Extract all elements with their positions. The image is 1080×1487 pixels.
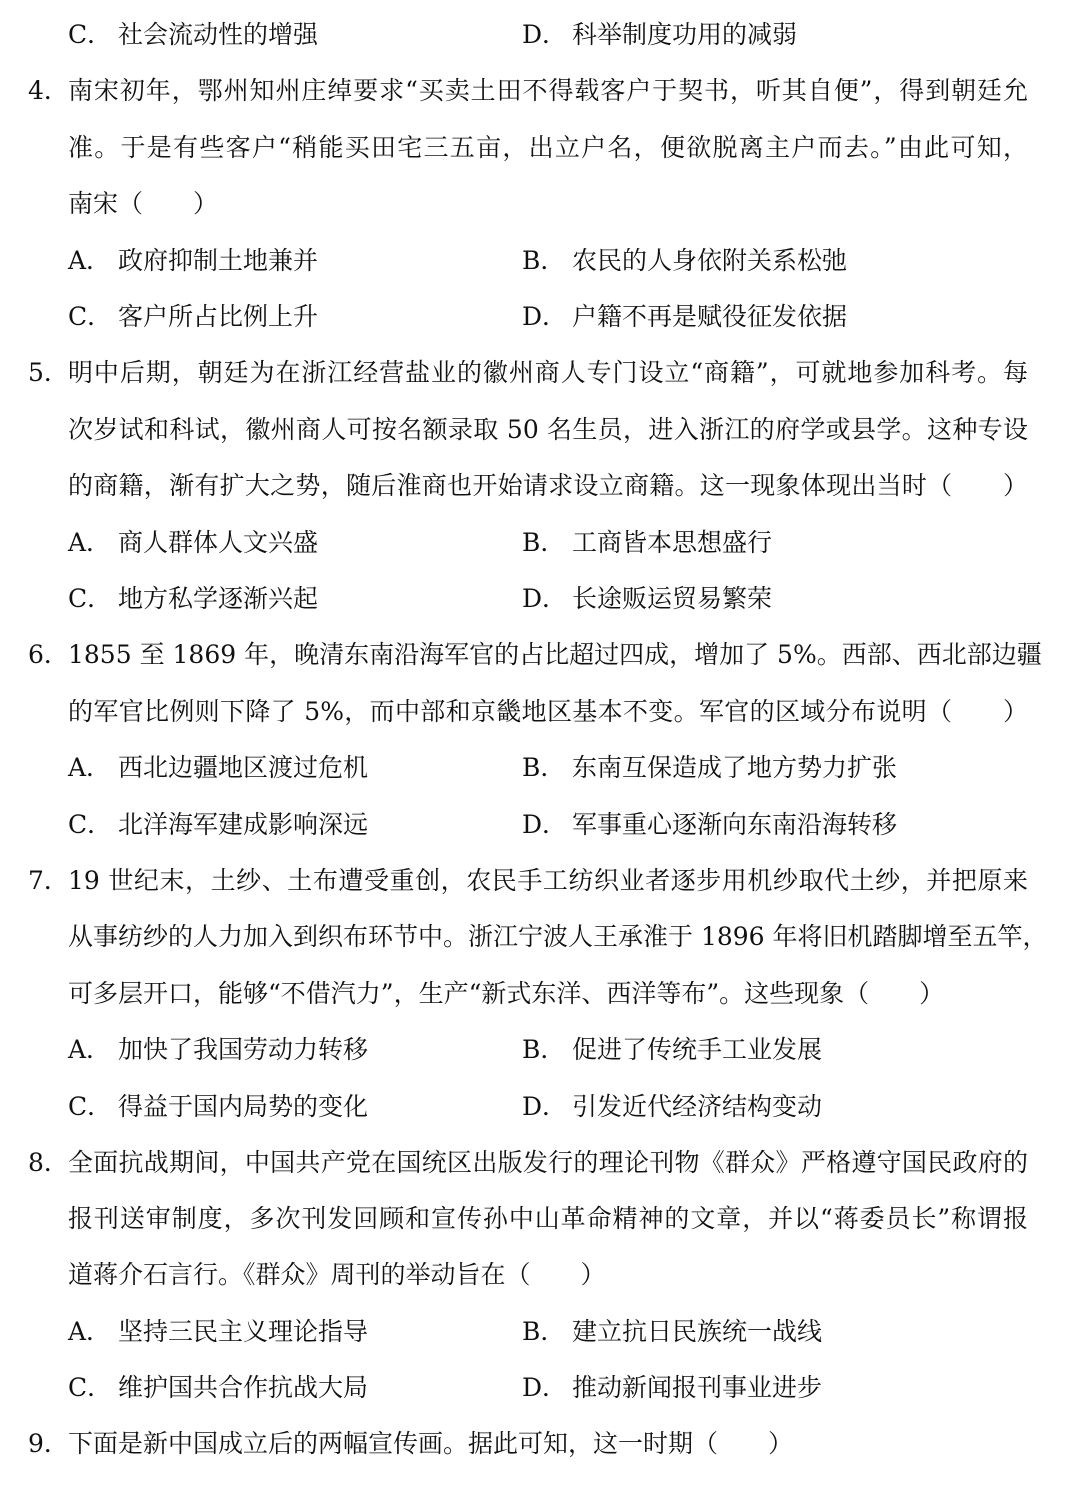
option-letter: A． xyxy=(68,753,112,782)
question-number-9: 9． xyxy=(28,1429,69,1458)
q7-stem-line-1: 19 世纪末，土纱、土布遭受重创，农民手工纺织业者逐步用机纱取代土纱，并把原来 xyxy=(68,866,1028,895)
option-text: 工商皆本思想盛行 xyxy=(572,528,773,557)
option-letter: C． xyxy=(68,302,113,331)
option-letter: B． xyxy=(522,528,566,557)
question-number-8: 8． xyxy=(28,1148,69,1177)
option-text: 坚持三民主义理论指导 xyxy=(118,1317,369,1346)
option-text: 维护国共合作抗战大局 xyxy=(118,1373,369,1402)
q8-option-d[interactable] xyxy=(522,1375,822,1400)
option-letter: B． xyxy=(522,1035,566,1064)
q3-option-c[interactable] xyxy=(68,22,318,47)
question-number-5: 5． xyxy=(28,358,69,387)
option-letter: D． xyxy=(522,20,568,49)
q7-option-b[interactable] xyxy=(522,1037,822,1062)
option-text: 政府抑制土地兼并 xyxy=(118,246,319,275)
option-text: 客户所占比例上升 xyxy=(118,302,319,331)
q4-option-a[interactable] xyxy=(68,248,318,273)
q7-option-a[interactable] xyxy=(68,1037,368,1062)
option-letter: A． xyxy=(68,528,112,557)
option-text: 加快了我国劳动力转移 xyxy=(118,1035,369,1064)
q9-stem-line-1: 下面是新中国成立后的两幅宣传画。据此可知，这一时期（ ） xyxy=(68,1429,794,1458)
q4-option-c[interactable] xyxy=(68,304,318,329)
option-letter: B． xyxy=(522,753,566,782)
q4-option-d[interactable] xyxy=(522,304,847,329)
q8-stem-line-3: 道蒋介石言行。《群众》周刊的举动旨在（ ） xyxy=(68,1260,606,1289)
q6-option-b[interactable] xyxy=(522,755,897,780)
q4-stem-line-2: 准。于是有些客户“稍能买田宅三五亩，出立户名，便欲脱离主户而去。”由此可知， xyxy=(68,133,1028,162)
question-number-7: 7． xyxy=(28,866,69,895)
option-text: 长途贩运贸易繁荣 xyxy=(572,584,773,613)
option-letter: B． xyxy=(522,1317,566,1346)
question-number-6: 6． xyxy=(28,640,69,669)
q6-option-c[interactable] xyxy=(68,812,368,837)
option-text: 北洋海军建成影响深远 xyxy=(118,810,369,839)
q8-option-c[interactable] xyxy=(68,1375,368,1400)
q5-stem-line-3: 的商籍，渐有扩大之势，随后淮商也开始请求设立商籍。这一现象体现出当时（ ） xyxy=(68,471,1028,500)
q5-option-d[interactable] xyxy=(522,586,772,611)
option-text: 户籍不再是赋役征发依据 xyxy=(572,302,848,331)
option-letter: C． xyxy=(68,584,113,613)
option-letter: C． xyxy=(68,810,113,839)
q6-option-a[interactable] xyxy=(68,755,368,780)
option-letter: D． xyxy=(522,810,568,839)
q4-option-b[interactable] xyxy=(522,248,847,273)
q5-stem-line-1: 明中后期，朝廷为在浙江经营盐业的徽州商人专门设立“商籍”，可就地参加科考。每 xyxy=(68,358,1028,387)
option-text: 建立抗日民族统一战线 xyxy=(572,1317,823,1346)
option-text: 科举制度功用的减弱 xyxy=(572,20,798,49)
q7-stem-line-2: 从事纺纱的人力加入到织布环节中。浙江宁波人王承淮于 1896 年将旧机踏脚增至五竿， xyxy=(68,922,1048,951)
option-letter: C． xyxy=(68,20,113,49)
option-letter: B． xyxy=(522,246,566,275)
option-letter: A． xyxy=(68,1317,112,1346)
option-letter: A． xyxy=(68,1035,112,1064)
option-text: 军事重心逐渐向东南沿海转移 xyxy=(572,810,898,839)
option-text: 东南互保造成了地方势力扩张 xyxy=(572,753,898,782)
q7-stem-line-3: 可多层开口，能够“不借汽力”，生产“新式东洋、西洋等布”。这些现象（ ） xyxy=(68,979,945,1008)
option-text: 引发近代经济结构变动 xyxy=(572,1092,823,1121)
option-text: 促进了传统手工业发展 xyxy=(572,1035,823,1064)
question-number-4: 4． xyxy=(28,76,69,105)
q4-stem-line-1: 南宋初年，鄂州知州庄绰要求“买卖土田不得载客户于契书，听其自便”，得到朝廷允 xyxy=(68,76,1028,105)
q8-stem-line-1: 全面抗战期间，中国共产党在国统区出版发行的理论刊物《群众》严格遵守国民政府的 xyxy=(68,1148,1028,1177)
q7-option-d[interactable] xyxy=(522,1094,822,1119)
q3-option-d[interactable] xyxy=(522,22,797,47)
q7-option-c[interactable] xyxy=(68,1094,368,1119)
option-letter: C． xyxy=(68,1092,113,1121)
option-text: 推动新闻报刊事业进步 xyxy=(572,1373,823,1402)
q5-option-a[interactable] xyxy=(68,530,318,555)
q8-option-a[interactable] xyxy=(68,1319,368,1344)
q6-stem-line-1: 1855 至 1869 年，晚清东南沿海军官的占比超过四成，增加了 5%。西部、西北部边疆 xyxy=(68,640,1042,669)
option-letter: C． xyxy=(68,1373,113,1402)
q4-stem-line-3: 南宋（ ） xyxy=(68,189,219,218)
q6-stem-line-2: 的军官比例则下降了 5%，而中部和京畿地区基本不变。军官的区域分布说明（ ） xyxy=(68,697,1028,726)
q5-option-b[interactable] xyxy=(522,530,772,555)
q8-option-b[interactable] xyxy=(522,1319,822,1344)
option-text: 西北边疆地区渡过危机 xyxy=(118,753,369,782)
option-letter: D． xyxy=(522,584,568,613)
q5-option-c[interactable] xyxy=(68,586,318,611)
option-text: 农民的人身依附关系松弛 xyxy=(572,246,848,275)
option-letter: D． xyxy=(522,1373,568,1402)
q5-stem-line-2: 次岁试和科试，徽州商人可按名额录取 50 名生员，进入浙江的府学或县学。这种专设 xyxy=(68,415,1028,444)
q8-stem-line-2: 报刊送审制度，多次刊发回顾和宣传孙中山革命精神的文章，并以“蒋委员长”称谓报 xyxy=(68,1204,1028,1233)
option-text: 商人群体人文兴盛 xyxy=(118,528,319,557)
option-text: 得益于国内局势的变化 xyxy=(118,1092,369,1121)
option-text: 地方私学逐渐兴起 xyxy=(118,584,319,613)
option-text: 社会流动性的增强 xyxy=(118,20,319,49)
option-letter: D． xyxy=(522,1092,568,1121)
option-letter: A． xyxy=(68,246,112,275)
q6-option-d[interactable] xyxy=(522,812,897,837)
option-letter: D． xyxy=(522,302,568,331)
